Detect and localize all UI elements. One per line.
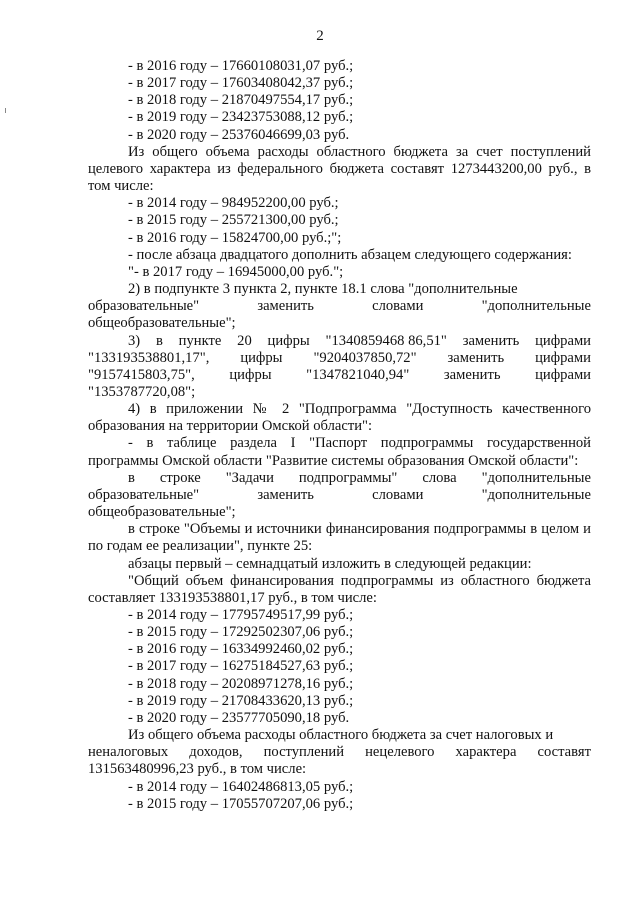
tax-line xyxy=(88,744,591,761)
item-2-line: 2) в подпункте 3 пункта 2, пункте 18.1 слова "дополнительные xyxy=(128,281,518,298)
document-body xyxy=(88,58,591,813)
word: "133193538801,17", xyxy=(88,349,210,366)
item-3-line xyxy=(88,350,591,367)
word: 3) xyxy=(128,332,141,349)
word: цифры xyxy=(240,349,283,366)
list-item: - в 2017 году – 17603408042,37 руб.; xyxy=(128,75,354,92)
word: 20 xyxy=(237,332,252,349)
word: строке xyxy=(159,469,201,486)
word: словами xyxy=(372,298,424,315)
word: "9157415803,75", xyxy=(88,366,195,383)
list-item: "- в 2017 году – 16945000,00 руб."; xyxy=(128,263,344,280)
list-item: - в 2015 году – 255721300,00 руб.; xyxy=(128,212,339,229)
list-item: - в 2016 году – 16334992460,02 руб.; xyxy=(128,641,354,658)
word: цифрами xyxy=(535,332,591,349)
item-3-line: "1353787720,08"; xyxy=(88,383,196,400)
word: "дополнительные xyxy=(481,486,591,503)
word: заменить xyxy=(462,332,520,349)
item-4-paragraph: 4) в приложении № 2 "Подпрограмма "Доступность качественного образования на территории Омской области": xyxy=(88,401,591,435)
word: образовательные" xyxy=(88,486,200,503)
list-item: - в 2020 году – 25376046699,03 руб. xyxy=(128,126,350,143)
word: "Задачи xyxy=(225,469,274,486)
word: неналоговых xyxy=(88,744,169,761)
word: "9204037850,72" xyxy=(313,349,417,366)
list-item: - в 2016 году – 15824700,00 руб.;"; xyxy=(128,229,342,246)
word: в xyxy=(128,469,135,486)
tasks-line xyxy=(88,487,591,504)
federal-paragraph: Из общего объема расходы областного бюджета за счет поступлений целевого характера из федерального бюджета составят 1273443200,00 руб., в том числе: xyxy=(88,143,591,195)
word: характера xyxy=(455,744,517,761)
item-2-line: общеобразовательные"; xyxy=(88,315,236,332)
item-3-line xyxy=(88,367,591,384)
tax-line: Из общего объема расходы областного бюджета за счет налоговых и xyxy=(128,727,554,744)
word: доходов, xyxy=(189,744,243,761)
word: нецелевого xyxy=(365,744,435,761)
list-item: - в 2014 году – 984952200,00 руб.; xyxy=(128,195,339,212)
word: в xyxy=(155,332,163,349)
passport-paragraph: - в таблице раздела I "Паспорт подпрограммы государственной программы Омской области "Развитие системы образования Омской области": xyxy=(88,435,591,469)
margin-mark xyxy=(5,108,6,113)
list-item: - в 2020 году – 23577705090,18 руб. xyxy=(128,709,350,726)
word: "дополнительные xyxy=(481,298,591,315)
word: подпрограммы" xyxy=(298,469,398,486)
list-item: - в 2015 году – 17292502307,06 руб.; xyxy=(128,624,354,641)
word: цифры xyxy=(229,366,272,383)
tax-line: 131563480996,23 руб., в том числе: xyxy=(88,761,307,778)
word: заменить xyxy=(447,349,505,366)
list-item: - в 2015 году – 17055707207,06 руб.; xyxy=(128,795,354,812)
item-2-line xyxy=(88,298,591,315)
page-number: 2 xyxy=(316,28,324,44)
abz-paragraph: абзацы первый – семнадцатый изложить в следующей редакции: xyxy=(128,555,532,572)
list-item: - в 2014 году – 16402486813,05 руб.; xyxy=(128,778,354,795)
word: цифрами xyxy=(535,349,591,366)
word: образовательные" xyxy=(88,298,200,315)
word: пункте xyxy=(178,332,222,349)
word: "дополнительные xyxy=(481,469,591,486)
word: цифрами xyxy=(535,366,591,383)
word: поступлений xyxy=(263,744,345,761)
word: слова xyxy=(422,469,457,486)
word: составят xyxy=(537,744,591,761)
word: "1340859468 86,51" xyxy=(325,332,447,349)
list-item: - в 2014 году – 17795749517,99 руб.; xyxy=(128,607,354,623)
list-item: - в 2019 году – 23423753088,12 руб.; xyxy=(128,109,354,126)
word: заменить xyxy=(257,298,314,315)
word: словами xyxy=(372,486,424,503)
tasks-line: общеобразовательные"; xyxy=(88,504,236,521)
word: заменить xyxy=(443,366,501,383)
tasks-line xyxy=(88,470,591,487)
volumes-paragraph: в строке "Объемы и источники финансирования подпрограммы в целом и по годам ее реализации", пункте 25: xyxy=(88,521,591,555)
list-item: - в 2017 году – 16275184527,63 руб.; xyxy=(128,658,354,675)
word: цифры xyxy=(267,332,310,349)
word: заменить xyxy=(257,486,314,503)
list-item: - после абзаца двадцатого дополнить абзацем следующего содержания: xyxy=(128,246,572,263)
list-item: - в 2018 году – 20208971278,16 руб.; xyxy=(128,675,354,692)
list-item: - в 2019 году – 21708433620,13 руб.; xyxy=(128,692,354,709)
word: "1347821040,94" xyxy=(306,366,410,383)
item-3-line xyxy=(88,333,591,350)
total-paragraph: "Общий объем финансирования подпрограммы из областного бюджета составляет 133193538801,17 руб., в том числе: xyxy=(88,572,591,606)
list-item: - в 2016 году – 17660108031,07 руб.; xyxy=(128,58,354,74)
list-item: - в 2018 году – 21870497554,17 руб.; xyxy=(128,92,354,109)
